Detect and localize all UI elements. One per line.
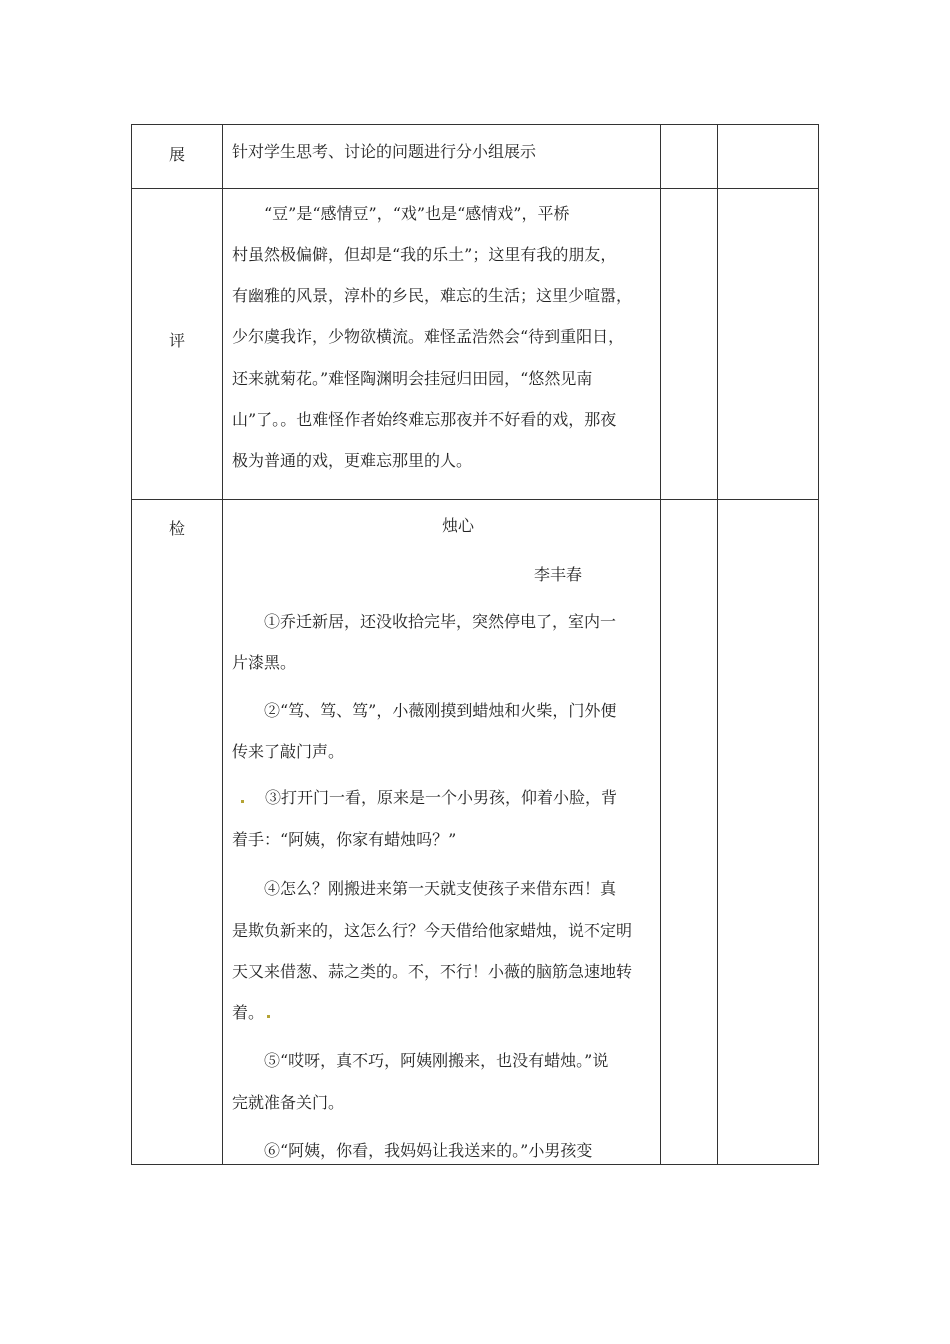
row-label-ping: 评 xyxy=(168,331,185,350)
column-divider xyxy=(222,125,223,1164)
text-fragment: 。也难怪作者始终难忘那夜并不好看的戏，那夜 xyxy=(280,410,617,429)
text-fragment: 山”了。 xyxy=(232,410,281,429)
row-label-zhan: 展 xyxy=(168,145,185,164)
text-line: ②“笃、笃、笃”，小薇刚摸到蜡烛和火柴，门外便 xyxy=(264,701,617,720)
text-line: 极为普通的戏，更难忘那里的人。 xyxy=(232,451,473,470)
text-line: “豆”是“感情豆”，“戏”也是“感情戏”，平桥 xyxy=(264,204,570,223)
row-divider xyxy=(132,499,818,500)
text-line: 村虽然极偏僻，但却是“我的乐土”；这里有我的朋友， xyxy=(232,245,617,264)
column-divider xyxy=(717,125,718,1164)
text-line: 着手：“阿姨，你家有蜡烛吗？” xyxy=(232,830,457,849)
text-line: 还来就菊花。”难怪陶渊明会挂冠归田园，“悠然见南 xyxy=(232,369,593,388)
text-line: ⑤“哎呀，真不巧，阿姨刚搬来，也没有蜡烛。”说 xyxy=(264,1051,609,1070)
text-line-with-mark xyxy=(232,1003,273,1023)
text-line: 传来了敲门声。 xyxy=(232,742,345,761)
text-line: 针对学生思考、讨论的问题进行分小组展示 xyxy=(232,142,537,161)
stray-dot-mark xyxy=(267,1015,270,1018)
text-line: ⑥“阿姨，你看，我妈妈让我送来的。”小男孩变 xyxy=(264,1141,593,1160)
column-divider xyxy=(660,125,661,1164)
text-line: ④怎么？刚搬进来第一天就支使孩子来借东西！真 xyxy=(264,879,617,898)
lesson-table xyxy=(131,124,819,1165)
text-line: 完就准备关门。 xyxy=(232,1093,345,1112)
row-divider xyxy=(132,188,818,189)
text-line-split xyxy=(232,410,616,430)
text-line: 片漆黑。 xyxy=(232,653,297,672)
text-line: 天又来借葱、蒜之类的。不，不行！小薇的脑筋急速地转 xyxy=(232,962,633,981)
row-label-jian: 检 xyxy=(168,519,185,538)
text-fragment: ③打开门一看，原来是一个小男孩，仰着小脸，背 xyxy=(265,788,618,807)
text-line: 有幽雅的风景，淳朴的乡民，难忘的生活；这里少喧嚣， xyxy=(232,286,633,305)
text-line: 少尔虞我诈，少物欲横流。难怪孟浩然会“待到重阳日， xyxy=(232,327,625,346)
story-author: 李丰春 xyxy=(534,565,583,584)
story-title: 烛心 xyxy=(442,516,475,535)
text-line: ①乔迁新居，还没收拾完毕，突然停电了，室内一 xyxy=(264,612,617,631)
text-fragment: 着。 xyxy=(232,1003,265,1022)
stray-dot-mark xyxy=(241,800,244,803)
text-line: 是欺负新来的，这怎么行？今天借给他家蜡烛，说不定明 xyxy=(232,921,633,940)
text-line-with-mark xyxy=(238,788,617,808)
